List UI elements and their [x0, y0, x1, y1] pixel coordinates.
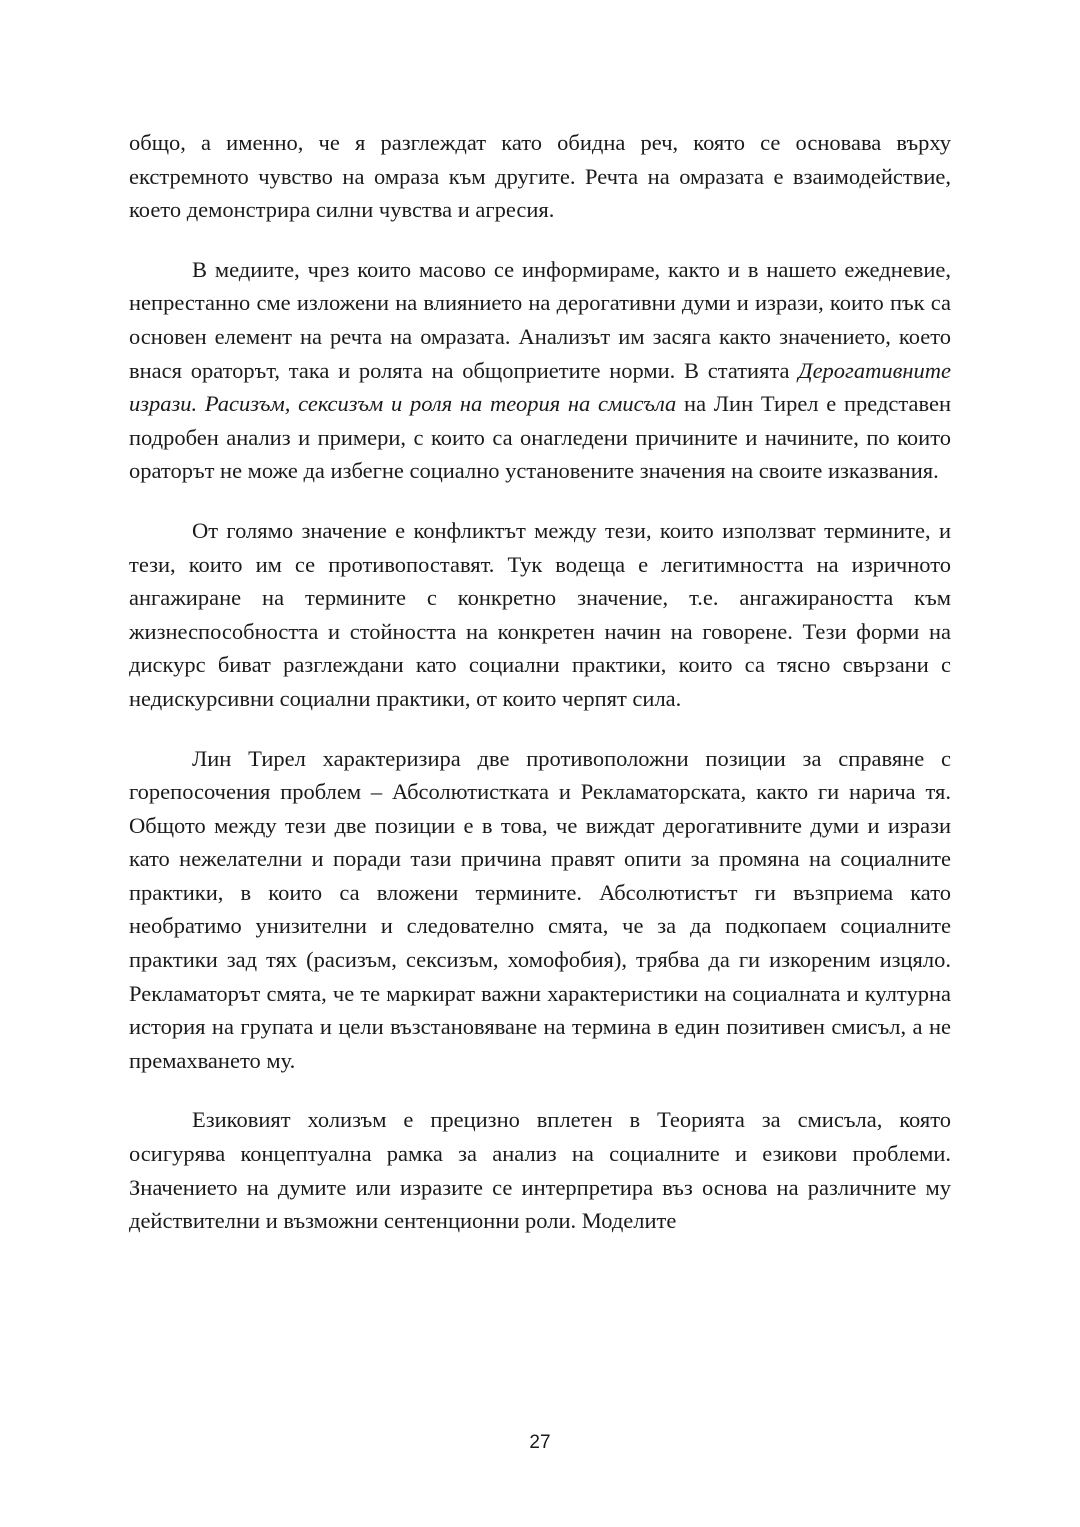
paragraph-4: Лин Тирел характеризира две противоположни позиции за справяне с горепосочения проблем – Абсолютистката и Рекламаторската, както ги нарича тя. Общото между тези две позиции е в това, че виждат дерогативните думи и изрази като нежелателни и поради тази причина правят опити за промяна на социалните практики, в които са вложени термините. Абсолютистът ги възприема като необратимо унизителни и следователно смята, че за да подкопаем социалните практики зад тях (расизъм, сексизъм, хомофобия), трябва да ги изкореним изцяло. Рекламаторът смята, че те маркират важни характеристики на социалната и културна история на групата и цели възстановяване на термина в един позитивен смисъл, а не премахването му. — [129, 745, 951, 1073]
paragraph-2 — [129, 253, 951, 488]
paragraph-5: Езиковият холизъм е прецизно вплетен в Теорията за смисъла, която осигурява концептуална рамка за анализ на социалните и езикови проблеми. Значението на думите или изразите се интерпретира въз основа на различните му действителни и възможни сентенционни роли. Моделите — [129, 1107, 951, 1234]
article-title: Дерогативните изрази. Расизъм, сексизъм и роля на теория на смисъла — [129, 357, 951, 417]
paragraph-3: От голямо значение е конфликтът между тези, които използват термините, и тези, които им се противопоставят. Тук водеща е легитимността на изричното ангажиране на термините с конкретно значение, т.е. ангажираността към жизнеспособността и стойността на конкретен начин на говорене. Тези форми на дискурс биват разглеждани като социални практики, които са тясно свързани с недискурсивни социални практики, от които черпят сила. — [129, 517, 951, 711]
page-number: 27 — [529, 1432, 551, 1453]
paragraph-1: общо, а именно, че я разглеждат като обидна реч, която се основава върху екстремното чувство на омраза към другите. Речта на омразата е взаимодействие, което демонстрира силни чувства и агресия. — [129, 130, 951, 223]
paragraph-2-tail: на Лин Тирел е представен подробен анализ и примери, с които са онагледени причините и начините, по които ораторът не може да избегне социално установените значения на своите изказвания. — [129, 391, 951, 484]
body-text — [129, 126, 951, 1238]
paragraph-2-lead: В медиите, чрез които масово се информираме, както и в нашето ежедневие, непрестанно сме изложени на влиянието на дерогативни думи и изрази, които пък са основен елемент на речта на омразата. Анализът им засяга както значението, което внася ораторът, така и ролята на общоприетите норми. В статията — [129, 256, 951, 383]
